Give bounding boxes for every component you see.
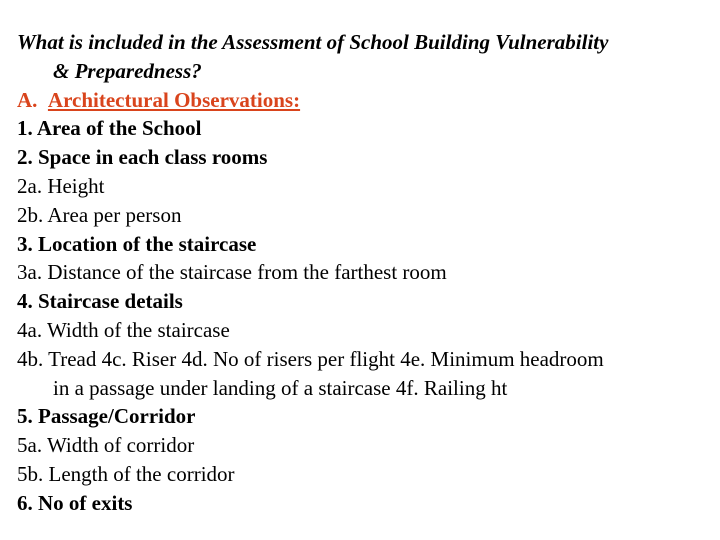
- list-item: 6. No of exits: [17, 490, 133, 515]
- list-item: 2. Space in each class rooms: [17, 145, 268, 170]
- list-item: 5a. Width of corridor: [17, 433, 195, 458]
- slide-title-line-2: & Preparedness?: [53, 58, 202, 83]
- list-item: 3a. Distance of the staircase from the farthest room: [17, 260, 447, 285]
- list-item: in a passage under landing of a staircase 4f. Railing ht: [53, 375, 508, 400]
- list-item: 3. Location of the staircase: [17, 231, 257, 256]
- list-item: 2a. Height: [17, 173, 105, 198]
- list-item: 5. Passage/Corridor: [17, 404, 196, 429]
- list-item: 2b. Area per person: [17, 202, 182, 227]
- list-item: 1. Area of the School: [17, 116, 202, 141]
- section-heading-text: Architectural Observations:: [47, 87, 301, 112]
- slide-title-line-1: What is included in the Assessment of School Building Vulnerability: [17, 30, 609, 54]
- list-item: 4b. Tread 4c. Riser 4d. No of risers per flight 4e. Minimum headroom: [17, 346, 604, 371]
- section-letter: A.: [17, 87, 38, 112]
- slide-content: [17, 28, 707, 518]
- list-item: 4. Staircase details: [17, 289, 183, 314]
- list-item: 5b. Length of the corridor: [17, 461, 235, 486]
- item-list: [17, 114, 707, 517]
- list-item: 4a. Width of the staircase: [17, 317, 230, 342]
- section-heading: [17, 86, 707, 115]
